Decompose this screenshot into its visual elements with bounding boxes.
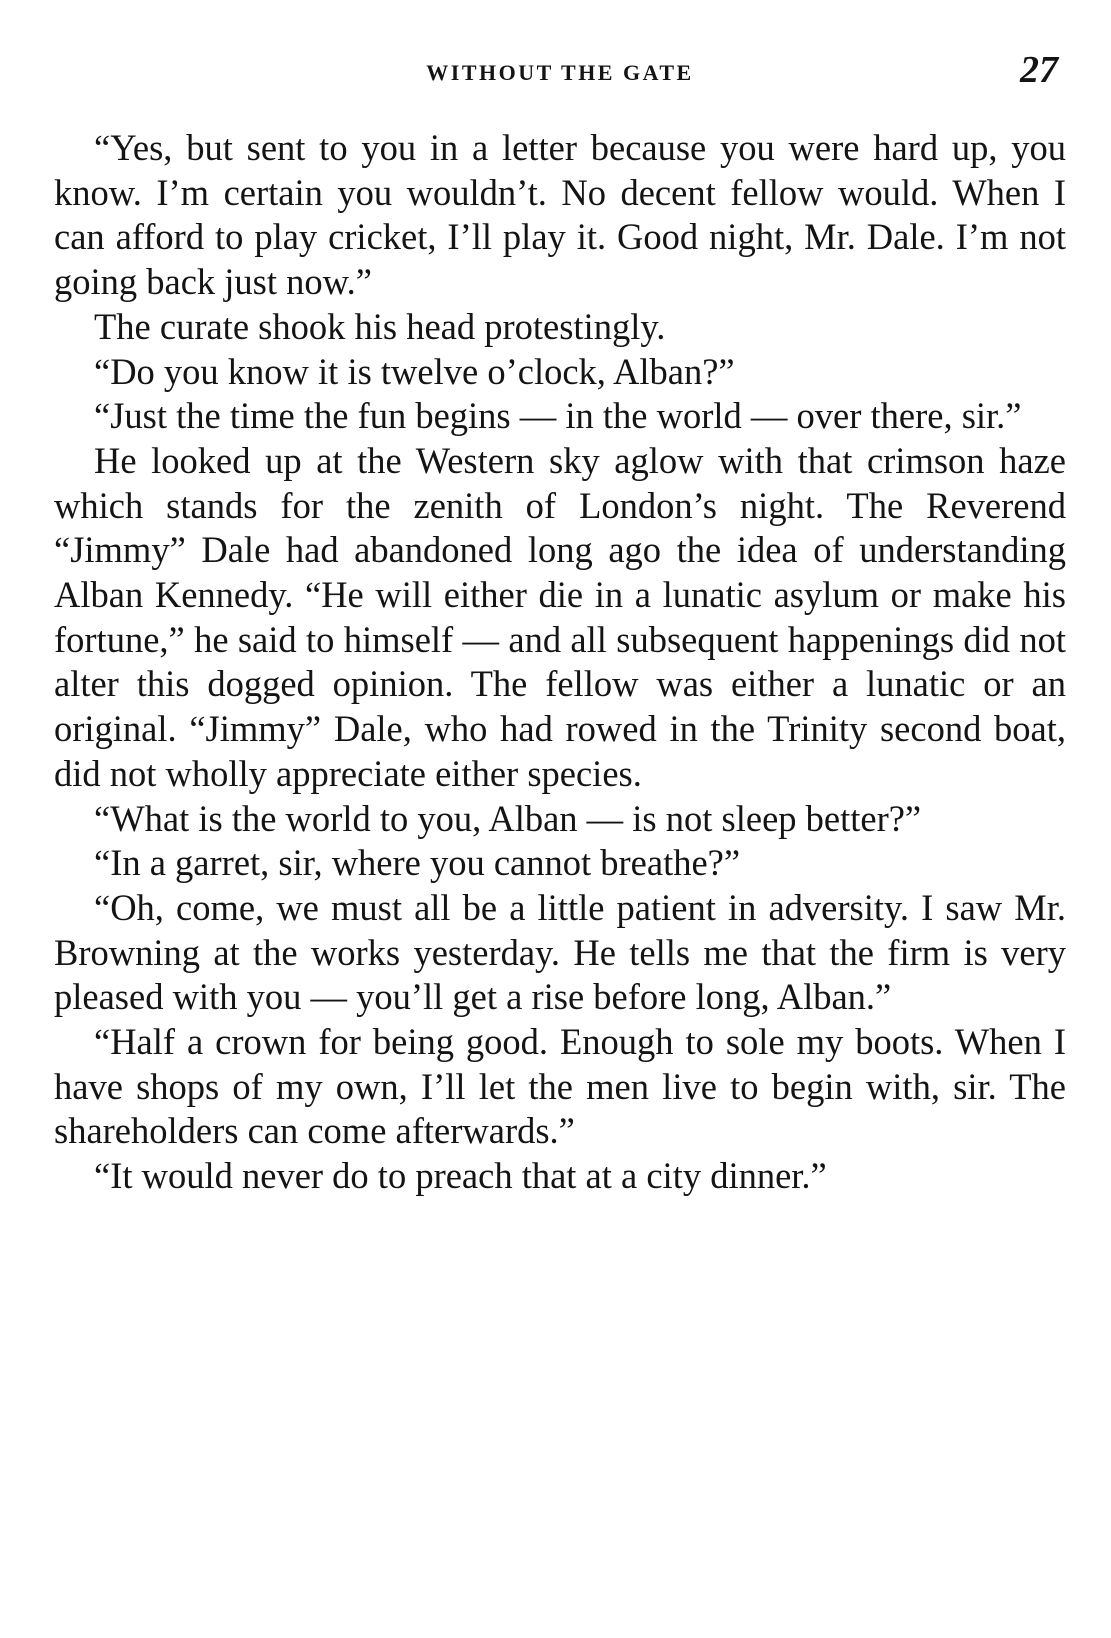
paragraph: “Half a crown for being good. Enough to sole my boots. When I have shops of my own, I’ll let the men live to begin with, sir. The shareholders can come afterwards.” [54, 1021, 1066, 1152]
running-title: WITHOUT THE GATE [426, 60, 694, 85]
paragraph: “What is the world to you, Alban — is not sleep better?” [94, 797, 922, 839]
paragraph: “It would never do to preach that at a city dinner.” [94, 1155, 827, 1197]
paragraph: “In a garret, sir, where you cannot breathe?” [94, 842, 741, 884]
paragraph: “Yes, but sent to you in a letter because you were hard up, you know. I’m certain you wouldn’t. No decent fellow would. When I can afford to play cricket, I’ll play it. Good night, Mr. Dale. I’m not going back just now.” [54, 127, 1066, 303]
paragraph: He looked up at the Western sky aglow with that crimson haze which stands for the zenith of London’s night. The Reverend “Jimmy” Dale had abandoned long ago the idea of understanding Alban Kennedy. “He will either die in a lunatic asylum or make his fortune,” he said to himself — and all subsequent happenings did not alter this dogged opinion. The fellow was either a lunatic or an original. “Jimmy” Dale, who had rowed in the Trinity second boat, did not wholly appreciate either species. [54, 439, 1066, 794]
page-number: 27 [1020, 49, 1058, 91]
paragraph: “Oh, come, we must all be a little patient in adversity. I saw Mr. Browning at the works yesterday. He tells me that the firm is very pleased with you — you’ll get a rise before long, Alban.” [54, 886, 1066, 1018]
book-page [54, 40, 1066, 1610]
paragraph: “Do you know it is twelve o’clock, Alban?” [94, 350, 735, 392]
paragraph: The curate shook his head protestingly. [94, 305, 666, 347]
running-header [54, 40, 1066, 100]
body-text [54, 126, 1066, 1199]
paragraph: “Just the time the fun begins — in the world — over there, sir.” [94, 395, 1022, 437]
